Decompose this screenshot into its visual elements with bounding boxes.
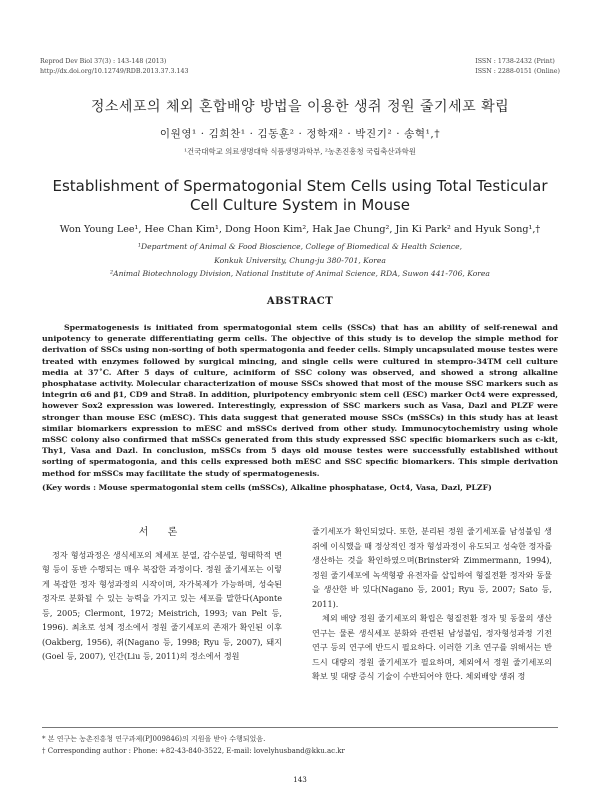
abstract-heading: ABSTRACT [266, 296, 334, 307]
introduction-paragraph-1-continued: 줄기세포가 확인되었다. 또한, 분리된 정원 줄기세포를 남성불임 생쥐에 이식했을 때 정상적인 정자 형성과정이 유도되고 성숙한 정자를 생산하는 것을 확인하였으며(Brinster와 Zimmermann, 1994), 정원 줄기세포에 녹색형광 유전자를 삽입하여 형질전환 정자와 동물을 생산한 바 있다(Nagano 등, 2001; Ryu 등, 2007; Sato 등, 2011). [312, 526, 552, 609]
body-column-left [42, 524, 282, 664]
introduction-heading: 서 론 [138, 527, 186, 538]
issn-block [475, 57, 560, 76]
funding-footnote: * 본 연구는 농촌진흥청 연구과제(PJ009846)의 지원을 받아 수행되었음. [42, 735, 266, 743]
korean-authors: 이원영¹ · 김희찬¹ · 김동훈² · 정학재² · 박진기² · 송혁¹,† [159, 128, 441, 140]
introduction-paragraph-1: 정자 형성과정은 생식세포의 체세포 분열, 감수분열, 형태학적 변형 등이 동반 수행되는 매우 복잡한 과정이다. 정원 줄기세포는 이렇게 복잡한 정자 형성과정의 시작이며, 자가복제가 가능하며, 성숙된 정자로 분화될 수 있는 능력을 가지고 있는 세포를 말한다(Aponte 등, 2005; Clermont, 1972; Meistrich, 1993; van Pelt 등, 1996). 최초로 성체 정소에서 정원 줄기세포의 존재가 확인된 이후(Oakberg, 1956), 쥐(Nagano 등, 1998; Ryu 등, 2007), 돼지(Goel 등, 2007), 인간(Liu 등, 2011)의 정소에서 정원 [42, 549, 282, 661]
english-affiliation [0, 240, 600, 281]
english-authors: Won Young Lee¹, Hee Chan Kim¹, Dong Hoon Kim², Hak Jae Chung², Jin Ki Park² and Hyuk Song¹,† [59, 224, 541, 235]
corresponding-author-footnote: † Corresponding author : Phone: +82-43-840-3522, E-mail: lovelyhusband@kku.ac.kr [42, 747, 345, 755]
footnote-divider [42, 727, 558, 728]
english-affiliation-line-3: ²Animal Biotechnology Division, National Institute of Animal Science, RDA, Suwon 441-706, Korea [110, 269, 490, 278]
keywords: (Key words : Mouse spermatogonial stem cells (mSSCs), Alkaline phosphatase, Oct4, Vasa, Dazl, PLZF) [42, 483, 492, 492]
introduction-paragraph-2: 체외 배양 정원 줄기세포의 확립은 형질전환 정자 및 동물의 생산 연구는 물론 생식세포 분화와 관련된 남성불임, 정자형성과정 기전 연구 등의 연구에 반드시 필요하다. 이러한 기초 연구를 위해서는 반드시 대량의 정원 줄기세포가 필요하며, 체외에서 정원 줄기세포의 확보 및 대량 증식 기술이 수반되어야 한다. 체외배양 생쥐 정 [312, 613, 552, 681]
body-column-right [312, 524, 552, 684]
english-title [0, 177, 600, 215]
journal-citation: Reprod Dev Biol 37(3) : 143-148 (2013) [40, 58, 167, 65]
korean-title: 정소세포의 체외 혼합배양 방법을 이용한 생쥐 정원 줄기세포 확립 [90, 99, 510, 115]
english-title-line-2: Cell Culture System in Mouse [190, 196, 410, 214]
english-affiliation-line-1: ¹Department of Animal & Food Bioscience, College of Biomedical & Health Science, [138, 242, 462, 251]
page-number: 143 [293, 775, 307, 784]
issn-print: ISSN : 1738-2432 (Print) [475, 58, 555, 65]
abstract-text: Spermatogenesis is initiated from spermatogonial stem cells (SSCs) that has an ability of self-renewal and unipotency to generate differentiating germ cells. The objective of this study is to develop the simple method for derivation of SSCs using non-sorting of both spermatogonia and feeder cells. Simply uncapsulated mouse testes were treated with enzymes followed by surgical mincing, and single cells were cultured in stempro-34TM cell culture media at 37˚C. After 5 days of culture, aciniform of SSC colony was observed, and showed a strong alkaline phosphatase activity. Molecular characterization of mouse SSCs showed that most of the mouse SSC markers such as integrin α6 and β1, CD9 and Stra8. In addition, pluripotency embryonic stem cell (ESC) marker Oct4 were expressed, however Sox2 expression was lowered. Interestingly, expression of SSC markers such as Vasa, Dazl and PLZF were stronger than mouse ESC (mESC). This data suggest that generated mouse SSCs (mSSCs) in this study has at least similar biomarkers expression to mESC and mSSCs derived from other study. Immunocytochemistry using whole mSSC colony also confirmed that mSSCs generated from this study expressed SSC specific biomarkers such as c-kit, Thy1, Vasa and Dazl. In conclusion, mSSCs from 5 days old mouse testes were successfully established without sorting of spermatogonia, and this cells expressed both mESC and SSC specific biomarkers. This simple derivation method for mSSCs may facilitate the study of spermatogenesis. [42, 323, 558, 478]
english-affiliation-line-2: Konkuk University, Chung-ju 380-701, Korea [214, 255, 386, 265]
doi-link[interactable]: http://dx.doi.org/10.12749/RDB.2013.37.3.143 [40, 67, 189, 75]
korean-affiliation: ¹건국대학교 의료생명대학 식품생명과학부, ²농촌진흥청 국립축산과학원 [184, 147, 416, 156]
english-title-line-1: Establishment of Spermatogonial Stem Cells using Total Testicular [52, 177, 548, 195]
journal-citation-block [40, 57, 189, 76]
issn-online: ISSN : 2288-0151 (Online) [475, 67, 560, 75]
